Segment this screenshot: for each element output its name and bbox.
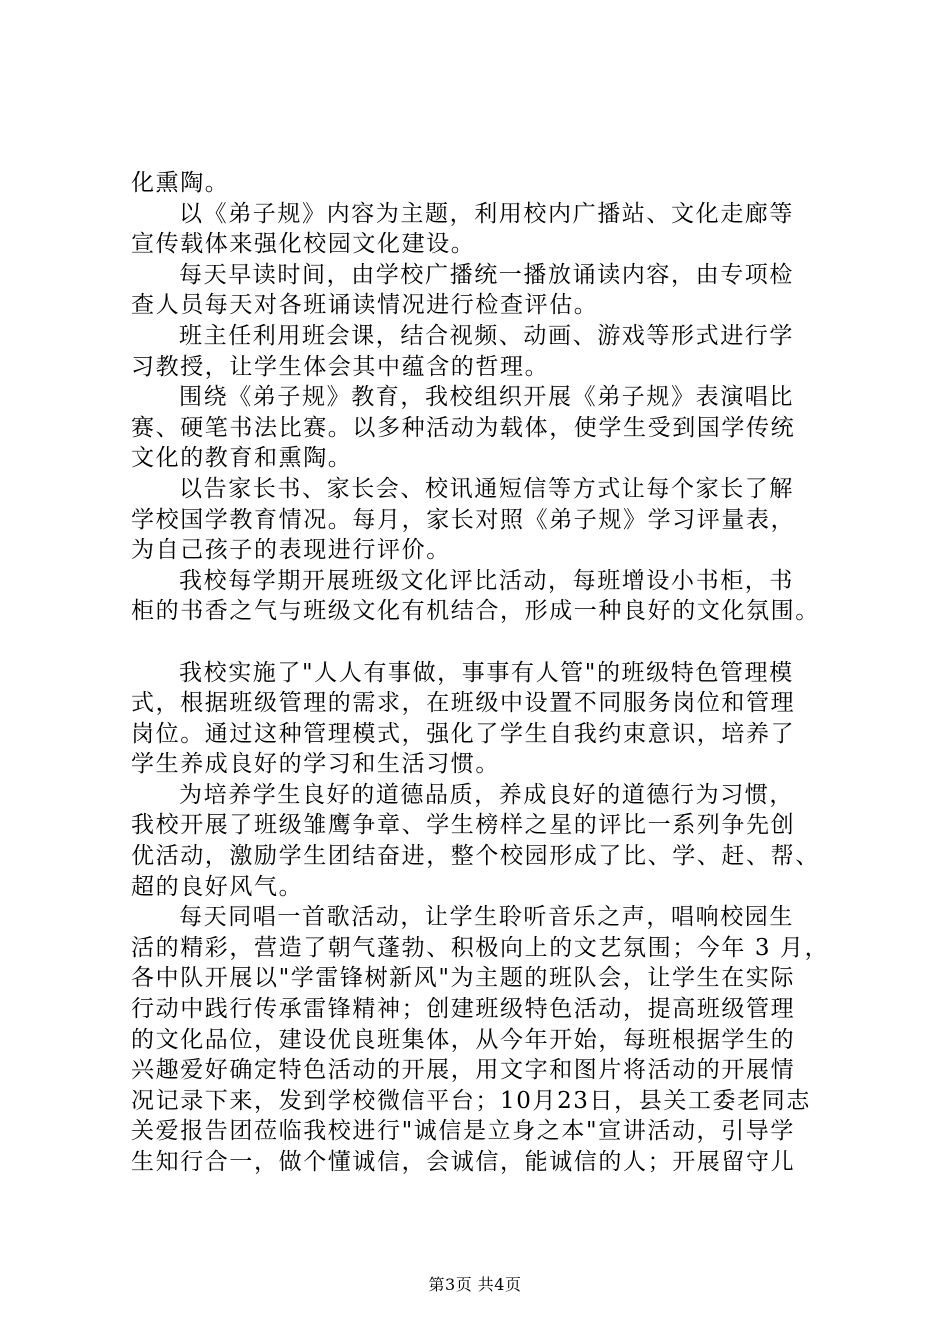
text-line: 各中队开展以"学雷锋树新风"为主题的班队会，让学生在实际 <box>131 965 795 992</box>
text-line: 优活动，激励学生团结奋进，整个校园形成了比、学、赶、帮、 <box>131 843 820 870</box>
text-line: 柜的书香之气与班级文化有机结合，形成一种良好的文化氛围。 <box>131 598 820 625</box>
text-line: 为培养学生良好的道德品质，养成良好的道德行为习惯， <box>179 781 794 808</box>
text-line: 为自己孩子的表现进行评价。 <box>131 537 451 564</box>
text-line: 习教授，让学生体会其中蕴含的哲理。 <box>131 353 550 380</box>
text-line: 岗位。通过这种管理模式，强化了学生自我约束意识，培养了 <box>131 720 796 747</box>
text-line: 查人员每天对各班诵读情况进行检查评估。 <box>131 292 599 319</box>
text-line: 兴趣爱好确定特色活动的开展，用文字和图片将活动的开展情 <box>131 1057 796 1084</box>
text-line: 的文化品位，建设优良班集体，从今年开始，每班根据学生的 <box>131 1026 796 1053</box>
text-line: 围绕《弟子规》教育，我校组织开展《弟子规》表演唱比 <box>179 384 794 411</box>
text-line: 我校实施了"人人有事做，事事有人管"的班级特色管理模 <box>179 659 794 686</box>
text-line: 学生养成良好的学习和生活习惯。 <box>131 751 500 778</box>
text-line: 以《弟子规》内容为主题，利用校内广播站、文化走廊等 <box>179 200 794 227</box>
text-line: 行动中践行传承雷锋精神；创建班级特色活动，提高班级管理 <box>131 996 796 1023</box>
text-line: 文化的教育和熏陶。 <box>131 445 353 472</box>
text-line: 赛、硬笔书法比赛。以多种活动为载体，使学生受到国学传统 <box>131 414 796 441</box>
text-line: 每天早读时间，由学校广播统一播放诵读内容，由专项检 <box>179 261 794 288</box>
text-line: 超的良好风气。 <box>131 873 304 900</box>
text-line: 我校每学期开展班级文化评比活动，每班增设小书柜，书 <box>179 567 794 594</box>
page-number-footer: 第3页 共4页 <box>428 1275 522 1294</box>
text-line: 式，根据班级管理的需求，在班级中设置不同服务岗位和管理 <box>131 690 796 717</box>
text-line: 化熏陶。 <box>131 170 230 196</box>
text-line: 每天同唱一首歌活动，让学生聆听音乐之声，唱响校园生 <box>179 904 794 931</box>
text-line: 学校国学教育情况。每月，家长对照《弟子规》学习评量表， <box>131 506 796 533</box>
text-line: 以告家长书、家长会、校讯通短信等方式让每个家长了解 <box>179 475 794 502</box>
text-line: 活的精彩，营造了朝气蓬勃、积极向上的文艺氛围；今年 3 月， <box>131 934 830 961</box>
text-line: 我校开展了班级雏鹰争章、学生榜样之星的评比一系列争先创 <box>131 812 796 839</box>
text-line: 况记录下来，发到学校微信平台；10月23日，县关工委老同志 <box>131 1087 811 1114</box>
text-line: 宣传载体来强化校园文化建设。 <box>131 231 476 258</box>
text-line: 班主任利用班会课，结合视频、动画、游戏等形式进行学 <box>179 322 794 349</box>
text-line: 关爱报告团莅临我校进行"诚信是立身之本"宣讲活动，引导学 <box>131 1118 795 1145</box>
document-body <box>131 168 831 1178</box>
text-line: 生知行合一，做个懂诚信，会诚信，能诚信的人；开展留守儿 <box>131 1149 796 1175</box>
paragraph-gap <box>131 627 831 658</box>
